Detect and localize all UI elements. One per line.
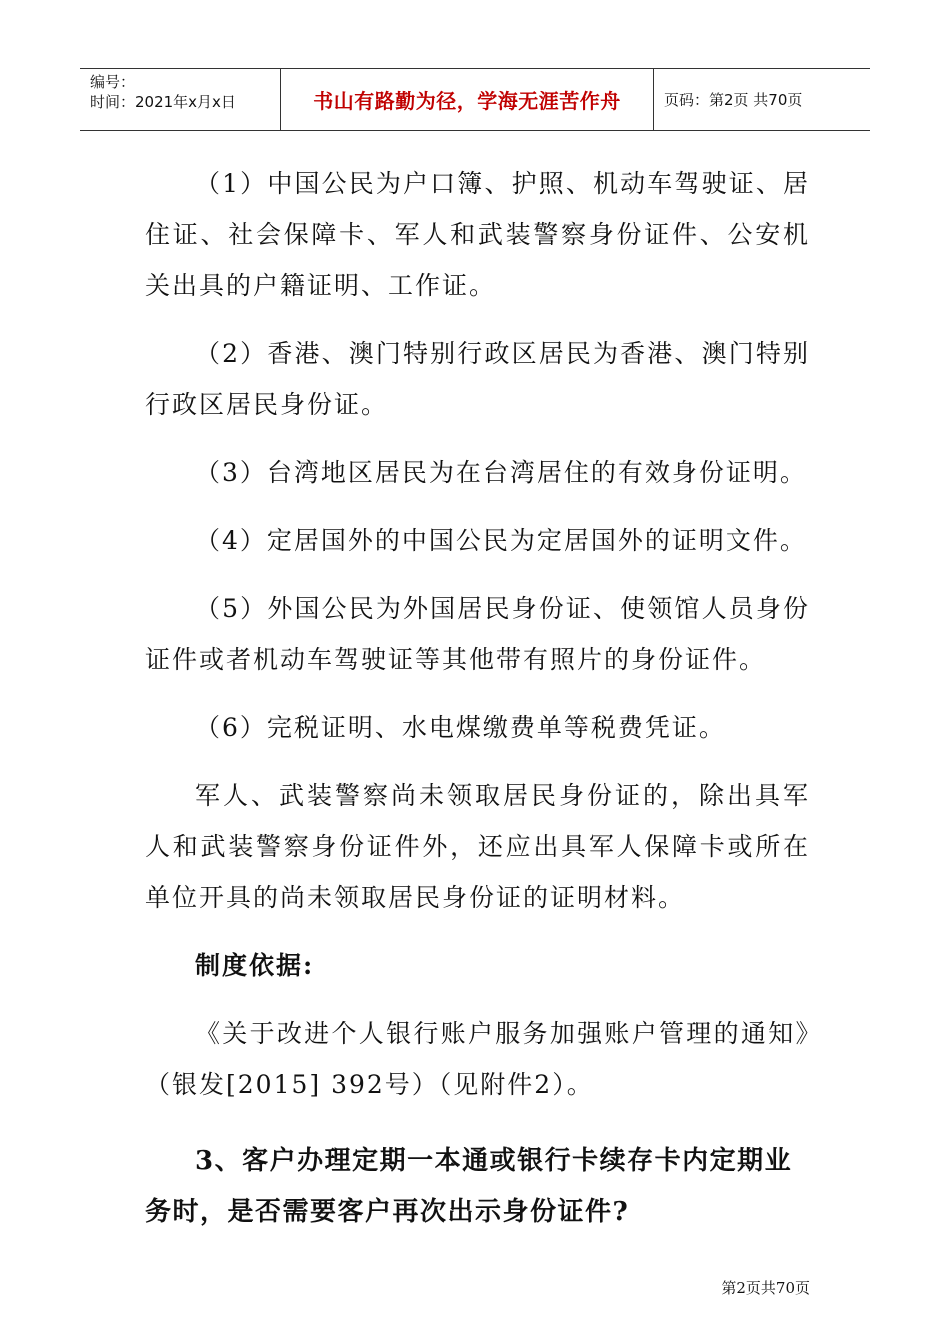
paragraph-2: （2）香港、澳门特别行政区居民为香港、澳门特别行政区居民身份证。 [145,339,810,419]
paragraph-4: （4）定居国外的中国公民为定居国外的证明文件。 [195,526,807,555]
basis-heading: 制度依据: [195,951,315,980]
paragraph-7: 军人、武装警察尚未领取居民身份证的，除出具军人和武装警察身份证件外，还应出具军人保障卡或所在单位开具的尚未领取居民身份证的证明材料。 [145,781,810,912]
paragraph-5: （5）外国公民为外国居民身份证、使领馆人员身份证件或者机动车驾驶证等其他带有照片的身份证件。 [145,594,810,674]
basis-text: 《关于改进个人银行账户服务加强账户管理的通知》（银发[2015] 392号）（见附件2）。 [145,1019,810,1099]
page-footer [0,1277,810,1298]
question-heading: 3、客户办理定期一本通或银行卡续存卡内定期业务时，是否需要客户再次出示身份证件? [145,1146,793,1227]
header-page-cell [654,69,870,130]
header-motto-cell [281,69,654,130]
paragraph-1: （1）中国公民为户口簿、护照、机动车驾驶证、居住证、社会保障卡、军人和武装警察身份证件、公安机关出具的户籍证明、工作证。 [145,169,810,300]
header-motto: 书山有路勤为径，学海无涯苦作舟 [313,89,621,113]
footer-page-number: 第2页共70页 [721,1279,810,1297]
paragraph-6: （6）完税证明、水电煤缴费单等税费凭证。 [195,713,726,742]
document-header [80,68,870,131]
paragraph-3: （3）台湾地区居民为在台湾居住的有效身份证明。 [195,458,807,487]
header-meta-cell [80,69,281,130]
document-body [145,158,810,1238]
header-page-label: 页码：第2页 共70页 [664,91,803,109]
document-time-label: 时间：2021年x月x日 [90,93,236,111]
document-number-label: 编号： [90,73,136,91]
